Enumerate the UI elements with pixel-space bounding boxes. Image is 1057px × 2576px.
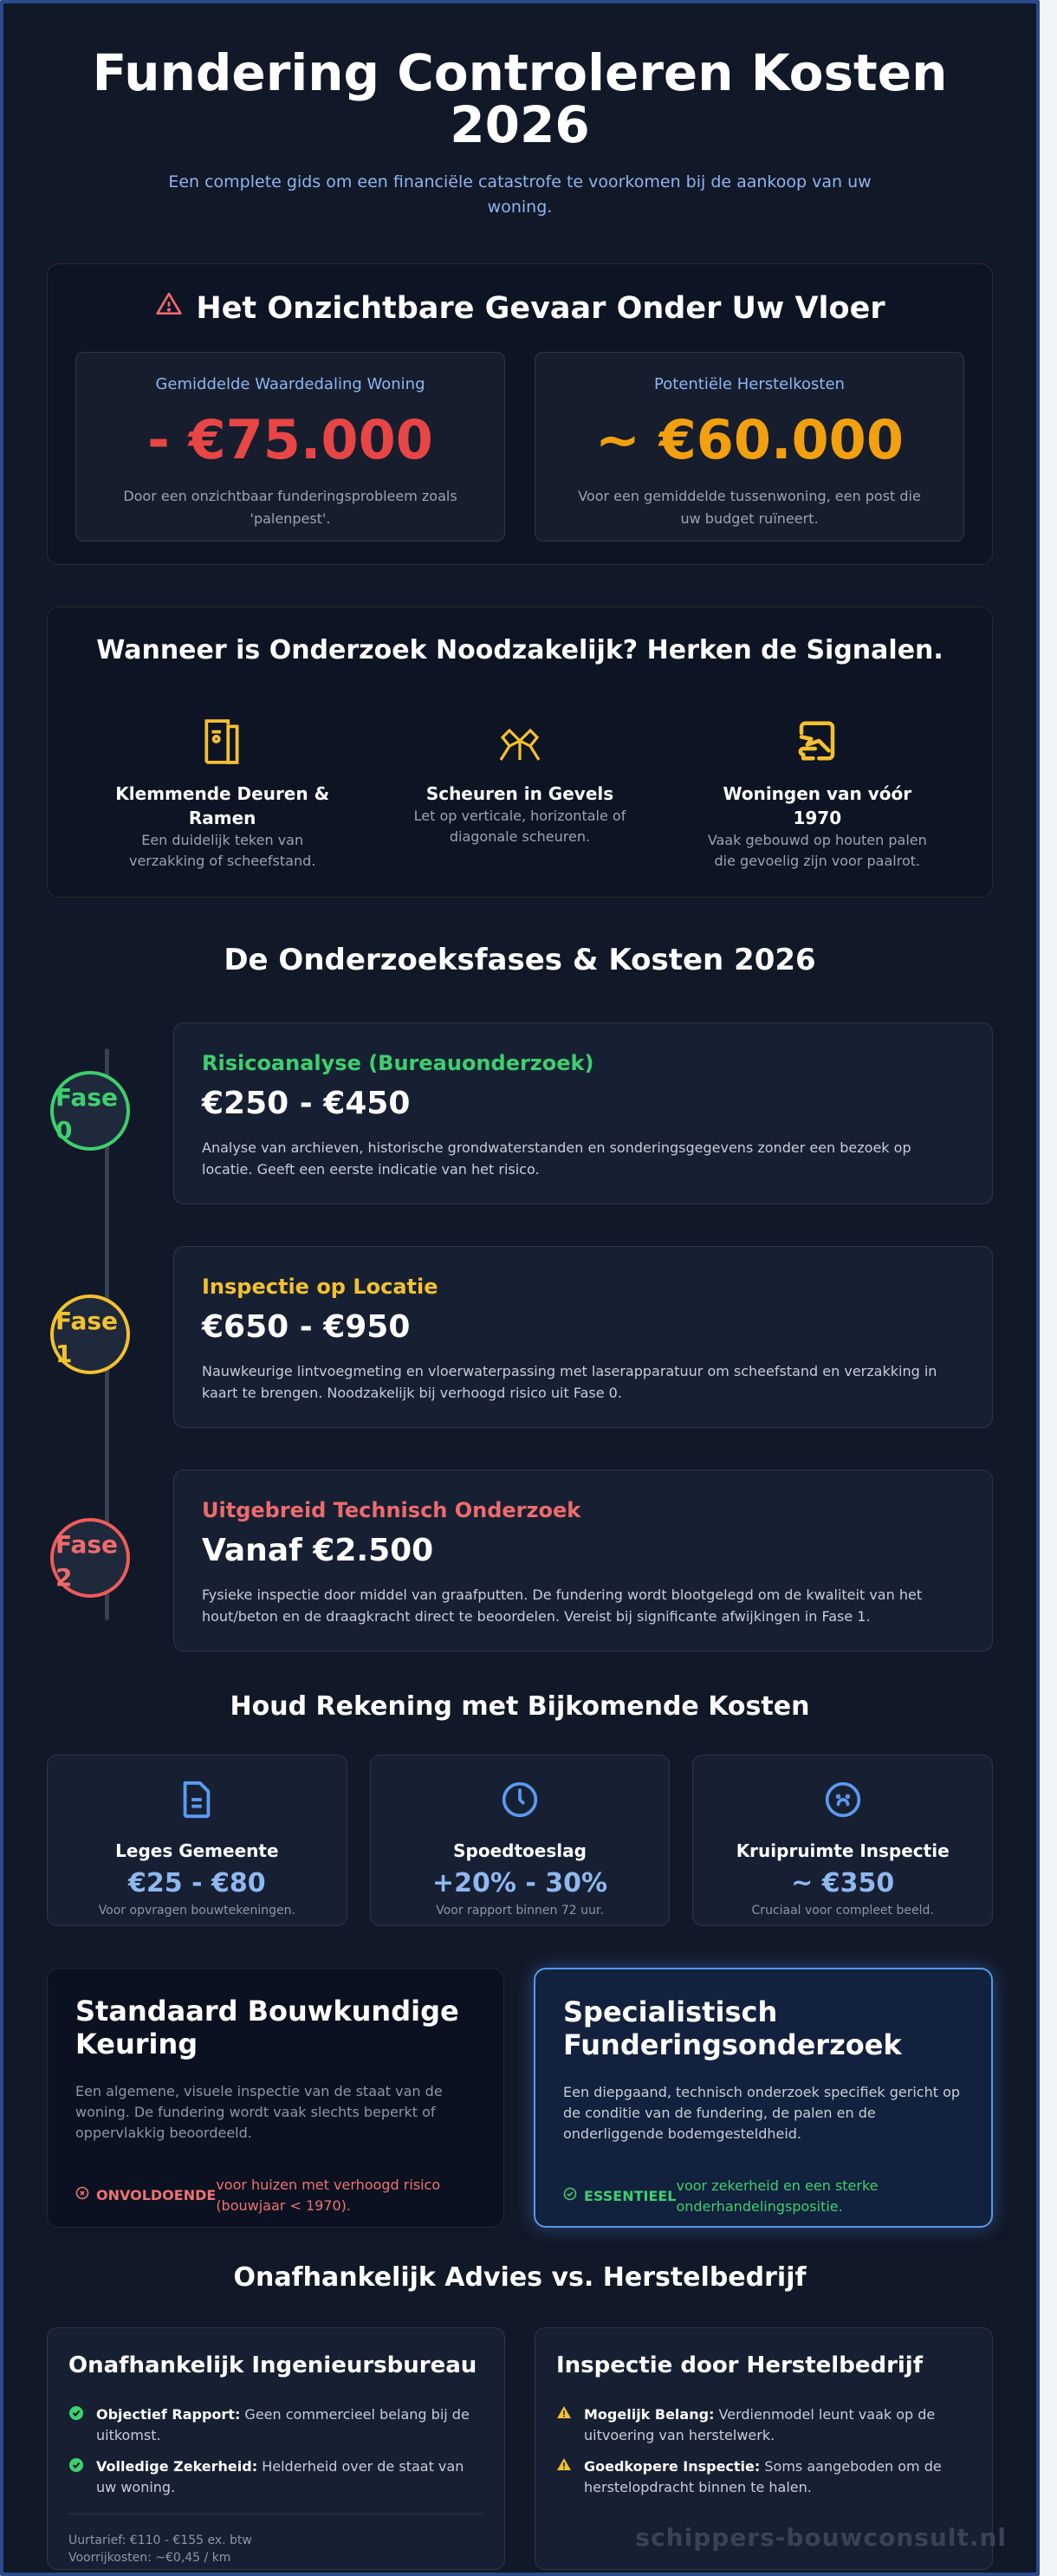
phases-timeline <box>47 1022 993 1651</box>
phase-price: €650 - €950 <box>202 1309 411 1345</box>
stat-value: ~ €60.000 <box>595 408 904 471</box>
signal-desc: Een duidelijk teken van verzakking of scheefstand. <box>128 832 316 869</box>
signal-title: Klemmende Deuren & Ramen <box>115 783 330 828</box>
danger-heading <box>75 290 964 326</box>
danger-section <box>47 263 993 565</box>
stat-card-repair-cost <box>535 352 964 542</box>
advice-title: Onafhankelijk Advies vs. Herstelbedrijf <box>233 2262 807 2293</box>
phase-badge: Fase 1 <box>50 1294 130 1374</box>
check-circle-icon <box>563 2186 577 2207</box>
signals-title: Wanneer is Onderzoek Noodzakelijk? Herken de Signalen. <box>96 635 944 665</box>
extra-card <box>370 1755 671 1926</box>
check-badge-icon <box>68 2456 84 2498</box>
danger-title: Het Onzichtbare Gevaar Onder Uw Vloer <box>196 290 885 326</box>
check-badge-icon <box>68 2404 84 2446</box>
card-title: Specialistisch Funderingsonderzoek <box>563 1995 902 2061</box>
signal-item <box>371 716 668 872</box>
phase-price: Vanaf €2.500 <box>202 1533 434 1568</box>
extra-value: +20% - 30% <box>431 1868 608 1898</box>
page-title: Fundering Controleren Kosten 2026 <box>92 43 948 154</box>
phase-title: Uitgebreid Technisch Onderzoek <box>202 1498 581 1522</box>
extras-row <box>47 1755 993 1926</box>
warning-triangle-icon <box>154 290 184 326</box>
door-icon <box>74 716 371 764</box>
phase-2 <box>47 1470 993 1651</box>
crack-icon <box>371 716 668 764</box>
phase-desc: Fysieke inspectie door middel van graafputten. De fundering wordt blootgelegd om de kwaliteit van het hout/beton en de draagkracht direct te beoordelen. Vereist bij significante afwijkingen in Fase 1. <box>202 1586 923 1625</box>
extra-title: Spoedtoeslag <box>453 1840 587 1861</box>
phase-desc: Nauwkeurige lintvoegmeting en vloerwaterpassing met laserapparatuur om scheefstand en verzakking in kaart te brengen. Noodzakelijk bij verhoogd risico uit Fase 0. <box>202 1363 937 1401</box>
phase-card <box>173 1246 993 1428</box>
old-house-icon <box>669 716 966 764</box>
verdict <box>563 2176 963 2217</box>
stat-label: Potentiële Herstelkosten <box>654 375 845 393</box>
rates-footer <box>68 2514 483 2566</box>
page-subtitle: Een complete gids om een financiële catastrofe te voorkomen bij de aankoop van uw woning. <box>168 172 872 217</box>
document-icon <box>179 1807 214 1823</box>
signal-item <box>74 716 371 872</box>
phase-price: €250 - €450 <box>202 1086 411 1121</box>
warning-icon <box>556 2404 572 2446</box>
clock-icon <box>501 1807 539 1823</box>
phase-1 <box>47 1246 993 1428</box>
card-desc: Een diepgaand, technisch onderzoek specifiek gericht op de conditie van de fundering, de palen en de onderliggende bodemgesteldheid. <box>563 2084 961 2142</box>
extra-card <box>47 1755 347 1926</box>
phases-title: De Onderzoeksfases & Kosten 2026 <box>224 943 816 977</box>
independent-bureau-card <box>47 2327 505 2570</box>
stat-value: - €75.000 <box>147 408 433 471</box>
signal-title: Woningen van vóór 1970 <box>723 783 912 828</box>
extra-desc: Cruciaal voor compleet beeld. <box>751 1904 934 1917</box>
signal-desc: Let op verticale, horizontale of diagonale scheuren. <box>413 808 626 845</box>
card-title: Inspectie door Herstelbedrijf <box>556 2352 924 2378</box>
card-title: Onafhankelijk Ingenieursbureau <box>68 2352 477 2378</box>
phase-card <box>173 1022 993 1204</box>
phase-card <box>173 1470 993 1651</box>
verdict-note: voor huizen met verhoogd risico (bouwjaar < 1970). <box>216 2177 441 2214</box>
phase-title: Risicoanalyse (Bureauonderzoek) <box>202 1051 594 1075</box>
standard-inspection-card <box>47 1968 504 2228</box>
signal-item <box>669 716 966 872</box>
extra-desc: Voor rapport binnen 72 uur. <box>436 1904 604 1917</box>
x-circle-icon <box>75 2185 89 2206</box>
card-title: Standaard Bouwkundige Keuring <box>75 1995 459 2060</box>
card-desc: Een algemene, visuele inspectie van de staat van de woning. De fundering wordt vaak slechts beperkt of oppervlakkig beoordeeld. <box>75 2083 443 2141</box>
extras-title: Houd Rekening met Bijkomende Kosten <box>230 1691 810 1722</box>
signal-desc: Vaak gebouwd op houten palen die gevoelig zijn voor paalrot. <box>707 832 927 869</box>
watermark: schippers-bouwconsult.nl <box>635 2523 1007 2552</box>
pro-item: Volledige Zekerheid: Helderheid over de staat van uw woning. <box>68 2456 483 2498</box>
verdict <box>75 2175 476 2216</box>
signals-section <box>47 607 993 898</box>
sad-face-icon <box>824 1807 862 1823</box>
extra-desc: Voor opvragen bouwtekeningen. <box>98 1904 295 1917</box>
phase-0 <box>47 1022 993 1204</box>
stat-label: Gemiddelde Waardedaling Woning <box>155 375 425 393</box>
pro-item: Objectief Rapport: Geen commercieel belang bij de uitkomst. <box>68 2404 483 2446</box>
phase-badge: Fase 0 <box>50 1071 130 1151</box>
verdict-note: voor zekerheid en een sterke onderhandelingspositie. <box>676 2177 879 2215</box>
phase-title: Inspectie op Locatie <box>202 1275 438 1299</box>
hourly-rate: Uurtarief: €110 - €155 ex. btw <box>68 2534 252 2547</box>
extra-title: Leges Gemeente <box>115 1840 279 1861</box>
extra-value: ~ €350 <box>791 1868 895 1898</box>
specialist-inspection-card <box>534 1968 993 2228</box>
con-item: Goedkopere Inspectie: Soms aangeboden om de herstelopdracht binnen te halen. <box>556 2456 971 2498</box>
signal-title: Scheuren in Gevels <box>425 783 614 804</box>
warning-icon <box>556 2456 572 2498</box>
verdict-tag: ESSENTIEEL <box>563 2186 677 2207</box>
stat-desc: Door een onzichtbaar funderingsprobleem zoals 'palenpest'. <box>123 488 457 527</box>
verdict-tag: ONVOLDOENDE <box>75 2185 216 2206</box>
phase-badge: Fase 2 <box>50 1518 130 1598</box>
con-item: Mogelijk Belang: Verdienmodel leunt vaak op de uitvoering van herstelwerk. <box>556 2404 971 2446</box>
extra-title: Kruipruimte Inspectie <box>736 1840 950 1861</box>
stat-card-value-loss <box>75 352 505 542</box>
travel-costs: Voorrijkosten: ~€0,45 / km <box>68 2551 231 2565</box>
extra-value: €25 - €80 <box>128 1868 266 1898</box>
extra-card <box>692 1755 993 1926</box>
phase-desc: Analyse van archieven, historische grondwaterstanden en sonderingsgegevens zonder een bezoek op locatie. Geeft een eerste indicatie van het risico. <box>202 1139 911 1178</box>
stat-desc: Voor een gemiddelde tussenwoning, een post die uw budget ruïneert. <box>578 488 921 527</box>
inspection-comparison <box>47 1968 993 2228</box>
